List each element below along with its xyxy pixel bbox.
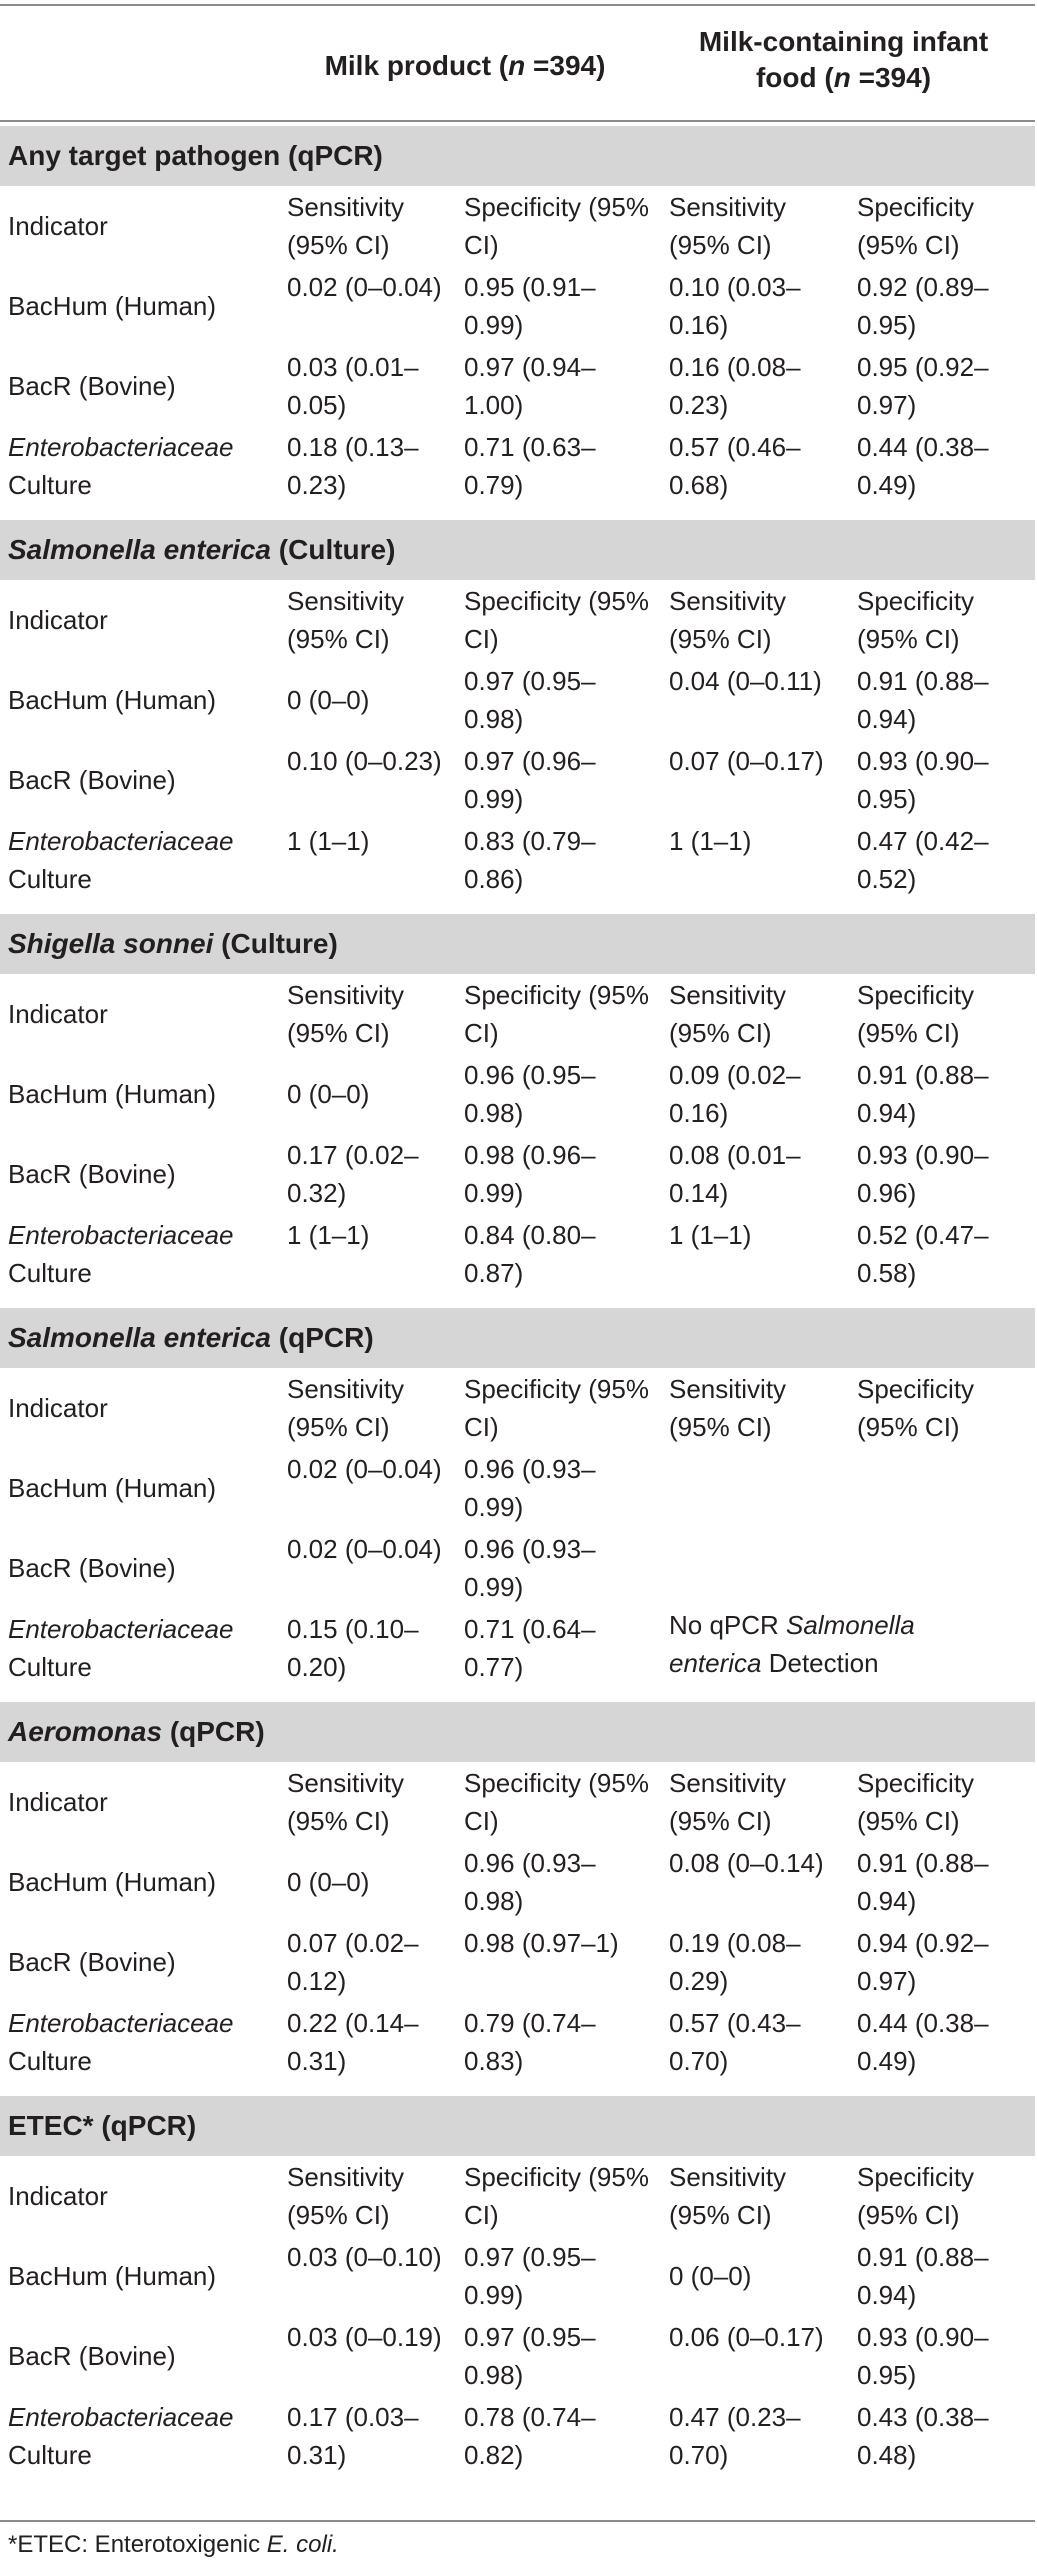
table-row xyxy=(0,580,1035,660)
infant-sensitivity-cell: 1 (1–1) xyxy=(669,1220,752,1250)
table-row xyxy=(0,1922,1035,2002)
indicator-rest: Culture xyxy=(8,1258,92,1288)
section-spacer xyxy=(0,506,1035,520)
section-spacer xyxy=(0,2476,1035,2490)
indicator-cell xyxy=(8,1610,268,1686)
indicator-rest: Culture xyxy=(8,1652,92,1682)
section-rows xyxy=(0,580,1035,900)
infant-sensitivity-cell: 0.10 (0.03–0.16) xyxy=(669,272,801,340)
infant-sensitivity-cell: Sensitivity (95% CI) xyxy=(669,980,787,1048)
top-rule xyxy=(0,4,1035,6)
infant-sensitivity-cell: 0.07 (0–0.17) xyxy=(669,746,824,776)
indicator-italic: Enterobacteriaceae xyxy=(8,1220,234,1250)
no-detection-note xyxy=(669,1606,999,1682)
section-rows xyxy=(0,974,1035,1294)
indicator-cell xyxy=(8,2004,268,2080)
indicator-cell: BacR (Bovine) xyxy=(8,1159,176,1189)
indicator-cell: BacHum (Human) xyxy=(8,1473,217,1503)
indicator-cell xyxy=(8,428,268,504)
milk-specificity-cell: 0.98 (0.96–0.99) xyxy=(464,1140,596,1208)
no-detection-italic: Salmonella enterica xyxy=(669,1610,915,1678)
section-rows xyxy=(0,1368,1035,1688)
table-row xyxy=(0,2236,1035,2316)
infant-specificity-cell: 0.47 (0.42–0.52) xyxy=(857,826,989,894)
milk-specificity-cell: 0.71 (0.63–0.79) xyxy=(464,432,596,500)
infant-specificity-cell: 0.91 (0.88–0.94) xyxy=(857,666,989,734)
milk-sensitivity-cell: Sensitivity (95% CI) xyxy=(287,980,405,1048)
indicator-italic: Enterobacteriaceae xyxy=(8,2402,234,2432)
indicator-cell: BacR (Bovine) xyxy=(8,1947,176,1977)
infant-specificity-cell: 0.44 (0.38–0.49) xyxy=(857,2008,989,2076)
milk-specificity-cell: Specificity (95% CI) xyxy=(464,980,649,1048)
indicator-cell: BacHum (Human) xyxy=(8,291,217,321)
milk-sensitivity-cell: 1 (1–1) xyxy=(287,1220,370,1250)
milk-sensitivity-cell: 0 (0–0) xyxy=(287,1079,370,1109)
infant-sensitivity-cell: Sensitivity (95% CI) xyxy=(669,1768,787,1836)
milk-sensitivity-cell: 0.02 (0–0.04) xyxy=(287,1454,442,1484)
milk-sensitivity-cell: 0.03 (0–0.19) xyxy=(287,2322,442,2352)
milk-specificity-cell: 0.83 (0.79–0.86) xyxy=(464,826,596,894)
milk-sensitivity-cell: 0 (0–0) xyxy=(287,1867,370,1897)
section-header xyxy=(0,1308,1035,1368)
indicator-cell: Indicator xyxy=(8,2181,108,2211)
indicator-italic: Enterobacteriaceae xyxy=(8,432,234,462)
table-row xyxy=(0,1528,1035,1608)
milk-sensitivity-cell: Sensitivity (95% CI) xyxy=(287,1374,405,1442)
indicator-cell xyxy=(8,1216,268,1292)
infant-sensitivity-cell: 0 (0–0) xyxy=(669,2261,752,2291)
milk-sensitivity-cell: Sensitivity (95% CI) xyxy=(287,586,405,654)
milk-sensitivity-cell: Sensitivity (95% CI) xyxy=(287,1768,405,1836)
table-row xyxy=(0,426,1035,506)
milk-sensitivity-cell: 0.17 (0.02–0.32) xyxy=(287,1140,419,1208)
section-header xyxy=(0,126,1035,186)
column-header-infant-food: Milk-containing infant food (n =394) xyxy=(698,26,989,93)
milk-specificity-cell: 0.78 (0.74–0.82) xyxy=(464,2402,596,2470)
milk-sensitivity-cell: 0.03 (0–0.10) xyxy=(287,2242,442,2272)
table-row xyxy=(0,186,1035,266)
infant-sensitivity-cell: 0.08 (0–0.14) xyxy=(669,1848,824,1878)
table-row xyxy=(0,2156,1035,2236)
milk-specificity-cell: 0.98 (0.97–1) xyxy=(464,1928,619,1958)
infant-sensitivity-cell: Sensitivity (95% CI) xyxy=(669,1374,787,1442)
milk-specificity-cell: 0.97 (0.95–0.98) xyxy=(464,2322,596,2390)
indicator-rest: Culture xyxy=(8,2440,92,2470)
indicator-italic: Enterobacteriaceae xyxy=(8,1614,234,1644)
table-row xyxy=(0,346,1035,426)
milk-specificity-cell: 0.71 (0.64–0.77) xyxy=(464,1614,596,1682)
milk-sensitivity-cell: Sensitivity (95% CI) xyxy=(287,192,405,260)
infant-sensitivity-cell: 0.04 (0–0.11) xyxy=(669,666,822,696)
milk-sensitivity-cell: 0.18 (0.13–0.23) xyxy=(287,432,419,500)
section-spacer xyxy=(0,900,1035,914)
table-row xyxy=(0,2396,1035,2476)
section-header xyxy=(0,2096,1035,2156)
infant-specificity-cell: Specificity (95% CI) xyxy=(857,586,975,654)
infant-sensitivity-cell: 0.16 (0.08–0.23) xyxy=(669,352,801,420)
table-row xyxy=(0,1368,1035,1448)
section-title-italic: Aeromonas xyxy=(8,1716,163,1747)
indicator-cell: BacHum (Human) xyxy=(8,685,217,715)
infant-specificity-cell: 0.91 (0.88–0.94) xyxy=(857,1060,989,1128)
indicator-rest: Culture xyxy=(8,470,92,500)
section-title: (Culture) xyxy=(271,534,396,565)
infant-specificity-cell: 0.94 (0.92–0.97) xyxy=(857,1928,989,1996)
indicator-rest: Culture xyxy=(8,864,92,894)
indicator-cell: Indicator xyxy=(8,605,108,635)
section-header xyxy=(0,914,1035,974)
milk-sensitivity-cell: 0.02 (0–0.04) xyxy=(287,1534,442,1564)
indicator-cell xyxy=(8,2398,268,2474)
table-row xyxy=(0,2316,1035,2396)
infant-sensitivity-cell: 1 (1–1) xyxy=(669,826,752,856)
infant-specificity-cell: 0.93 (0.90–0.96) xyxy=(857,1140,989,1208)
milk-sensitivity-cell: 0.10 (0–0.23) xyxy=(287,746,442,776)
milk-sensitivity-cell: 0.07 (0.02–0.12) xyxy=(287,1928,419,1996)
infant-sensitivity-cell: 0.08 (0.01–0.14) xyxy=(669,1140,801,1208)
table-row xyxy=(0,820,1035,900)
table-row xyxy=(0,740,1035,820)
milk-specificity-cell: 0.96 (0.93–0.99) xyxy=(464,1454,596,1522)
infant-specificity-cell: 0.91 (0.88–0.94) xyxy=(857,2242,989,2310)
table-row xyxy=(0,1762,1035,1842)
infant-specificity-cell: Specificity (95% CI) xyxy=(857,2162,975,2230)
infant-sensitivity-cell: 0.06 (0–0.17) xyxy=(669,2322,824,2352)
infant-sensitivity-cell: Sensitivity (95% CI) xyxy=(669,2162,787,2230)
indicator-italic: Enterobacteriaceae xyxy=(8,826,234,856)
table-row xyxy=(0,266,1035,346)
infant-specificity-cell: Specificity (95% CI) xyxy=(857,192,975,260)
table-row xyxy=(0,660,1035,740)
infant-sensitivity-cell: Sensitivity (95% CI) xyxy=(669,192,787,260)
header-rule xyxy=(0,120,1035,122)
milk-specificity-cell: Specificity (95% CI) xyxy=(464,192,649,260)
indicator-rest: Culture xyxy=(8,2046,92,2076)
section-rows xyxy=(0,2156,1035,2476)
infant-specificity-cell: 0.92 (0.89–0.95) xyxy=(857,272,989,340)
indicator-cell: BacR (Bovine) xyxy=(8,1553,176,1583)
infant-specificity-cell: Specificity (95% CI) xyxy=(857,1768,975,1836)
indicator-cell: BacR (Bovine) xyxy=(8,765,176,795)
no-detection-suffix: Detection xyxy=(761,1648,879,1678)
section-title: (Culture) xyxy=(213,928,338,959)
indicator-cell: Indicator xyxy=(8,211,108,241)
milk-specificity-cell: Specificity (95% CI) xyxy=(464,1768,649,1836)
infant-specificity-cell: 0.93 (0.90–0.95) xyxy=(857,746,989,814)
milk-sensitivity-cell: 0.02 (0–0.04) xyxy=(287,272,442,302)
section-title: ETEC* (qPCR) xyxy=(8,2110,197,2141)
infant-sensitivity-cell: Sensitivity (95% CI) xyxy=(669,586,787,654)
milk-specificity-cell: Specificity (95% CI) xyxy=(464,586,649,654)
no-detection-prefix: No qPCR xyxy=(669,1610,787,1640)
table-row xyxy=(0,2002,1035,2082)
section-spacer xyxy=(0,2082,1035,2096)
milk-sensitivity-cell: 0.22 (0.14–0.31) xyxy=(287,2008,419,2076)
milk-specificity-cell: 0.97 (0.95–0.99) xyxy=(464,2242,596,2310)
infant-sensitivity-cell: 0.57 (0.43–0.70) xyxy=(669,2008,801,2076)
section-title-italic: Salmonella enterica xyxy=(8,1322,272,1353)
table-row xyxy=(0,1134,1035,1214)
section-rows xyxy=(0,186,1035,506)
infant-specificity-cell: Specificity (95% CI) xyxy=(857,980,975,1048)
milk-specificity-cell: 0.96 (0.93–0.98) xyxy=(464,1848,596,1916)
table-row xyxy=(0,1448,1035,1528)
infant-specificity-cell: Specificity (95% CI) xyxy=(857,1374,975,1442)
milk-sensitivity-cell: 0.15 (0.10–0.20) xyxy=(287,1614,419,1682)
table-row xyxy=(0,1214,1035,1294)
indicator-cell: Indicator xyxy=(8,1787,108,1817)
milk-sensitivity-cell: 0.03 (0.01–0.05) xyxy=(287,352,419,420)
section-header xyxy=(0,520,1035,580)
milk-specificity-cell: 0.96 (0.93–0.99) xyxy=(464,1534,596,1602)
column-header-milk-product: Milk product (n =394) xyxy=(324,50,606,81)
infant-sensitivity-cell: 0.09 (0.02–0.16) xyxy=(669,1060,801,1128)
milk-sensitivity-cell: Sensitivity (95% CI) xyxy=(287,2162,405,2230)
indicator-cell: Indicator xyxy=(8,999,108,1029)
indicator-cell: BacR (Bovine) xyxy=(8,2341,176,2371)
indicator-cell: BacHum (Human) xyxy=(8,2261,217,2291)
milk-specificity-cell: 0.97 (0.96–0.99) xyxy=(464,746,596,814)
infant-sensitivity-cell: 0.57 (0.46–0.68) xyxy=(669,432,801,500)
milk-specificity-cell: 0.95 (0.91–0.99) xyxy=(464,272,596,340)
bottom-rule xyxy=(0,2520,1035,2522)
footnote: *ETEC: Enterotoxigenic E. coli. xyxy=(8,2531,339,2558)
section-spacer xyxy=(0,1294,1035,1308)
table-row xyxy=(0,1054,1035,1134)
table-body xyxy=(0,126,1035,2490)
infant-specificity-cell: 0.91 (0.88–0.94) xyxy=(857,1848,989,1916)
infant-sensitivity-cell: 0.19 (0.08–0.29) xyxy=(669,1928,801,1996)
milk-specificity-cell: 0.79 (0.74–0.83) xyxy=(464,2008,596,2076)
milk-specificity-cell: Specificity (95% CI) xyxy=(464,1374,649,1442)
infant-specificity-cell: 0.43 (0.38–0.48) xyxy=(857,2402,989,2470)
infant-specificity-cell: 0.95 (0.92–0.97) xyxy=(857,352,989,420)
indicator-cell xyxy=(8,822,268,898)
section-title: Any target pathogen (qPCR) xyxy=(8,140,383,171)
infant-specificity-cell: 0.44 (0.38–0.49) xyxy=(857,432,989,500)
milk-specificity-cell: 0.97 (0.95–0.98) xyxy=(464,666,596,734)
milk-specificity-cell: 0.97 (0.94–1.00) xyxy=(464,352,596,420)
milk-specificity-cell: Specificity (95% CI) xyxy=(464,2162,649,2230)
section-title-italic: Shigella sonnei xyxy=(8,928,214,959)
indicator-italic: Enterobacteriaceae xyxy=(8,2008,234,2038)
infant-specificity-cell: 0.93 (0.90–0.95) xyxy=(857,2322,989,2390)
milk-sensitivity-cell: 0.17 (0.03–0.31) xyxy=(287,2402,419,2470)
milk-specificity-cell: 0.96 (0.95–0.98) xyxy=(464,1060,596,1128)
infant-specificity-cell: 0.52 (0.47–0.58) xyxy=(857,1220,989,1288)
section-rows xyxy=(0,1762,1035,2082)
indicator-cell: BacR (Bovine) xyxy=(8,371,176,401)
milk-sensitivity-cell: 0 (0–0) xyxy=(287,685,370,715)
section-header xyxy=(0,1702,1035,1762)
section-title: (qPCR) xyxy=(162,1716,265,1747)
indicator-cell: BacHum (Human) xyxy=(8,1867,217,1897)
indicator-cell: Indicator xyxy=(8,1393,108,1423)
indicator-cell: BacHum (Human) xyxy=(8,1079,217,1109)
section-spacer xyxy=(0,1688,1035,1702)
milk-sensitivity-cell: 1 (1–1) xyxy=(287,826,370,856)
infant-sensitivity-cell: 0.47 (0.23–0.70) xyxy=(669,2402,801,2470)
section-title: (qPCR) xyxy=(271,1322,374,1353)
table-row xyxy=(0,974,1035,1054)
table-row xyxy=(0,1842,1035,1922)
milk-specificity-cell: 0.84 (0.80–0.87) xyxy=(464,1220,596,1288)
section-title-italic: Salmonella enterica xyxy=(8,534,272,565)
